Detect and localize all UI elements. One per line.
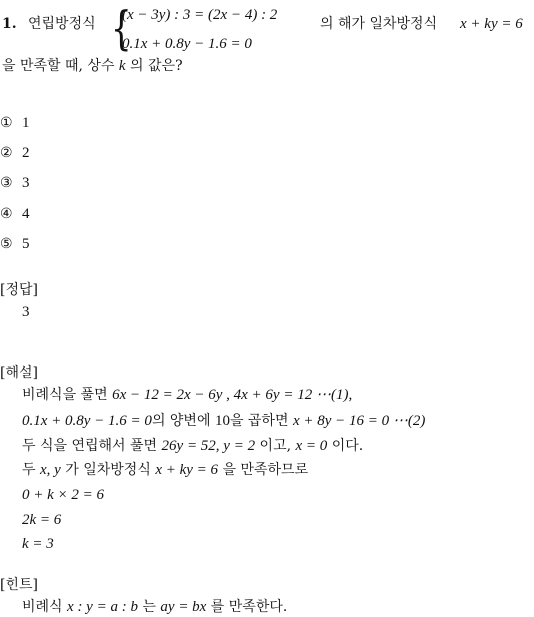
choice-3[interactable] (0, 173, 30, 193)
hint-text: 비례식 (22, 599, 63, 615)
answer-value: 3 (22, 304, 30, 320)
solution-text: 을 곱하면 (229, 413, 289, 429)
solution-math: 0.1x + 0.8y − 1.6 = 0 (22, 413, 152, 429)
answer-heading: [정답] (0, 282, 38, 298)
problem-line-2-var: k (118, 58, 126, 74)
hint-text: 는 (142, 599, 156, 615)
choice-value: 2 (22, 145, 30, 161)
solution-text: 의 양변에 (151, 413, 211, 429)
solution-text: 두 (22, 462, 36, 478)
hint-heading: [힌트] (0, 577, 38, 593)
solution-line-4 (22, 460, 308, 480)
solution-line-3 (22, 436, 363, 456)
hint-text: 를 만족한다. (210, 599, 288, 615)
problem-line-2-end: 의 값은? (130, 58, 183, 74)
choice-mark: ⑤ (0, 236, 13, 252)
choice-5[interactable] (0, 234, 30, 254)
solution-math: 6x − 12 = 2x − 6y , 4x + 6y = 12 ⋯(1), (112, 387, 353, 403)
problem-number: 1. (2, 16, 17, 32)
system-equation-1: (x − 3y) : 3 = (2x − 4) : 2 (122, 7, 278, 23)
solution-heading: [해설] (0, 365, 38, 381)
choice-value: 4 (22, 206, 30, 222)
solution-text: 가 일차방정식 (65, 462, 151, 478)
system-brace: { (111, 1, 132, 55)
solution-text: 이고, (259, 438, 292, 454)
choice-4[interactable] (0, 204, 30, 224)
solution-math: x = 0 (295, 438, 328, 454)
problem-prefix: 연립방정식 (28, 16, 96, 32)
choice-mark: ④ (0, 206, 13, 222)
solution-math: x + ky = 6 (155, 462, 219, 478)
solution-text: 이다. (331, 438, 364, 454)
solution-text: 두 식을 연립해서 풀면 (22, 438, 158, 454)
problem-line-2-text: 을 만족할 때, 상수 (2, 58, 115, 74)
solution-text: 을 만족하므로 (222, 462, 309, 478)
problem-mid-text: 의 해가 일차방정식 (320, 16, 438, 32)
solution-line-7: k = 3 (22, 536, 54, 552)
solution-line-2 (22, 411, 425, 431)
problem-equation: x + ky = 6 (460, 16, 523, 32)
problem-line-2 (2, 56, 183, 76)
choice-value: 5 (22, 236, 30, 252)
solution-math: x, y (39, 462, 61, 478)
solution-math: 10 (214, 413, 230, 429)
choice-mark: ③ (0, 175, 13, 191)
choice-1[interactable] (0, 113, 30, 133)
solution-line-5: 0 + k × 2 = 6 (22, 487, 105, 503)
solution-text: 비례식을 풀면 (22, 387, 108, 403)
hint-math: ay = bx (160, 599, 207, 615)
choice-2[interactable] (0, 143, 30, 163)
choice-value: 1 (22, 115, 30, 131)
hint-line (22, 597, 287, 617)
hint-math: x : y = a : b (67, 599, 138, 615)
choice-mark: ① (0, 115, 13, 131)
solution-line-6: 2k = 6 (22, 512, 62, 528)
solution-math: 26y = 52, y = 2 (161, 438, 256, 454)
solution-math: x + 8y − 16 = 0 ⋯(2) (292, 413, 426, 429)
system-equation-2: 0.1x + 0.8y − 1.6 = 0 (122, 36, 252, 52)
choice-mark: ② (0, 145, 13, 161)
solution-line-1 (22, 385, 352, 405)
choice-value: 3 (22, 175, 30, 191)
